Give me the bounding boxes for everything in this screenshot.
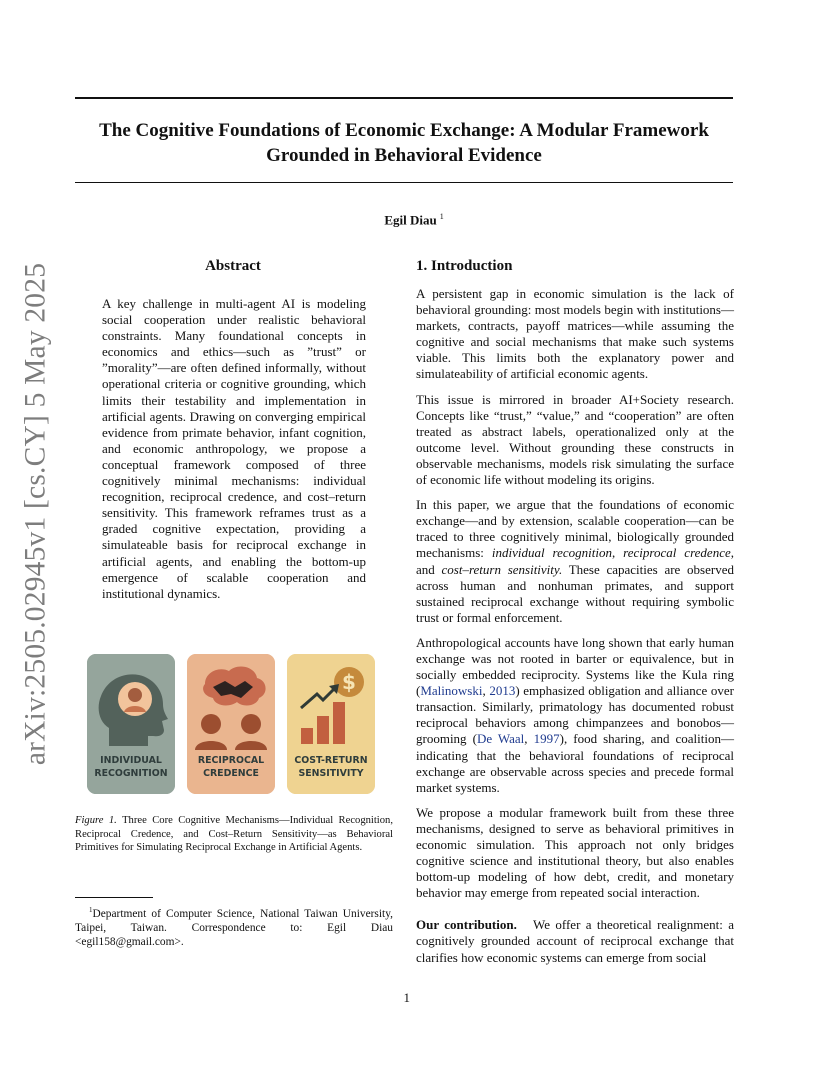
- abstract-heading: Abstract: [205, 258, 261, 274]
- panel-label: INDIVIDUAL RECOGNITION: [94, 755, 168, 779]
- contribution-lead: Our contribution.: [416, 917, 517, 933]
- panel-label: RECIPROCAL CREDENCE: [197, 755, 265, 779]
- top-rule: [75, 97, 733, 99]
- page-number: 1: [403, 990, 410, 1005]
- abstract-body: [102, 296, 366, 611]
- author-affiliation-mark: 1: [439, 212, 444, 221]
- term-reciprocal-credence: reciprocal credence: [623, 545, 731, 561]
- intro-paragraph-3: In this paper, we argue that the foundations of economic exchange—and by extension, scalable cooperation—can be traced to three cognitively minimal, biologically grounded mechanisms: individual recognition, reciprocal credence, and cost–return sensitivity. These capacities are observed across human and nonhuman primates, and support sustained reciprocal exchange without requiring symbolic trust or formal enforcement.: [416, 497, 734, 625]
- caption-label: Figure 1.: [75, 815, 117, 826]
- footnote-text: Department of Computer Science, National Taiwan University, Taipei, Taiwan. Correspondence to: Egil Diau <egil158@gmail.com>.: [75, 907, 393, 948]
- arxiv-stamp: arXiv:2505.02945v1 [cs.CY] 5 May 2025: [19, 262, 52, 766]
- figure-1: [87, 654, 377, 794]
- figure-panel-cost-return-sensitivity: [287, 654, 375, 794]
- panel-label: COST-RETURN SENSITIVITY: [294, 755, 368, 779]
- intro-paragraph-1: A persistent gap in economic simulation is the lack of behavioral grounding: most models begin with institutions—markets, contracts, payoff matrices—while assuming the cognitive and social mechanisms that make such systems viable. This limits both the explanatory power and simulateability of artificial economic agents.: [416, 286, 734, 382]
- figure-panel-reciprocal-credence: [187, 654, 275, 794]
- citation-malinowski-2013[interactable]: Malinowski, 2013: [420, 683, 516, 699]
- intro-paragraph-4: Anthropological accounts have long shown that early human exchange was not rooted in barter or equivalence, but in socially embedded reciprocity. Systems like the Kula ring (Malinowski, 2013) emphasized obligation and alliance over transaction. Similarly, primatology has documented robust reciprocal behaviors among chimpanzees and bonobos—grooming (De Waal, 1997), food sharing, and coalition—indicating that the behavioral foundations of reciprocal exchange are observable across species and precede formal market systems.: [416, 634, 735, 795]
- figure-panel-individual-recognition: [87, 654, 175, 794]
- intro-paragraph-2: This issue is mirrored in broader AI+Society research. Concepts like “trust,” “value,” and “cooperation” are often treated as abstract labels, operationalized only at the outcome level. Without grounding these constructs in observable mechanisms, models risk simulating the surface of economic life without modeling its origins.: [416, 391, 734, 488]
- footnote-mark: 1: [89, 906, 93, 914]
- footnote-rule: [75, 897, 153, 898]
- citation-de-waal-1997[interactable]: De Waal, 1997: [476, 731, 560, 747]
- footnote: [75, 903, 393, 949]
- svg-text:$: $: [342, 670, 356, 694]
- term-cost-return-sensitivity: cost–return sensitivity.: [441, 561, 563, 577]
- figure-caption: [75, 814, 393, 855]
- author-name: Egil Diau: [384, 212, 437, 228]
- paper-title: The Cognitive Foundations of Economic Exchange: A Modular Framework Grounded in Behavioral Evidence: [99, 120, 709, 166]
- author-line: [0, 212, 828, 228]
- intro-paragraph-6: Our contribution. We offer a theoretical realignment: a cognitively grounded account of reciprocal exchange that clarifies how economic systems can emerge from social: [416, 917, 735, 965]
- abstract-paragraph: A key challenge in multi-agent AI is modeling social cooperation under realistic behavioral constraints. Many foundational concepts in economics and ethics—such as ”trust” or ”morality”—are often defined informally, without operational criteria or cognitive grounding, which limits their testability and implementation in artificial agents. Drawing on converging empirical evidence from primate behavior, infant cognition, and economic anthropology, we propose a conceptual framework composed of three cognitively minimal mechanisms: individual recognition, reciprocal credence, and cost–return sensitivity. This framework reframes trust as a graded cognitive expectation, providing a simulateable basis for reciprocal exchange in artificial agents, and enabling the bottom-up emergence of scalable cooperation and institutional dynamics.: [102, 296, 366, 601]
- intro-paragraph-5: We propose a modular framework built from these three mechanisms, designed to serve as behavioral primitives in economic simulation. This approach not only bridges cognitive science and institutional theory, but also enables bottom-up modeling of how debt, credit, and monetary behavior may emerge from repeated social interaction.: [416, 804, 734, 901]
- title-block: [75, 118, 733, 168]
- caption-text: Three Core Cognitive Mechanisms—Individual Recognition, Reciprocal Credence, and Cost–Return Sensitivity—as Behavioral Primitives for Simulating Reciprocal Exchange in Artificial Agents.: [75, 815, 393, 854]
- introduction-heading: 1. Introduction: [416, 258, 513, 274]
- introduction-body: [416, 286, 734, 975]
- title-bottom-rule: [75, 182, 733, 183]
- term-individual-recognition: individual recognition: [491, 545, 612, 561]
